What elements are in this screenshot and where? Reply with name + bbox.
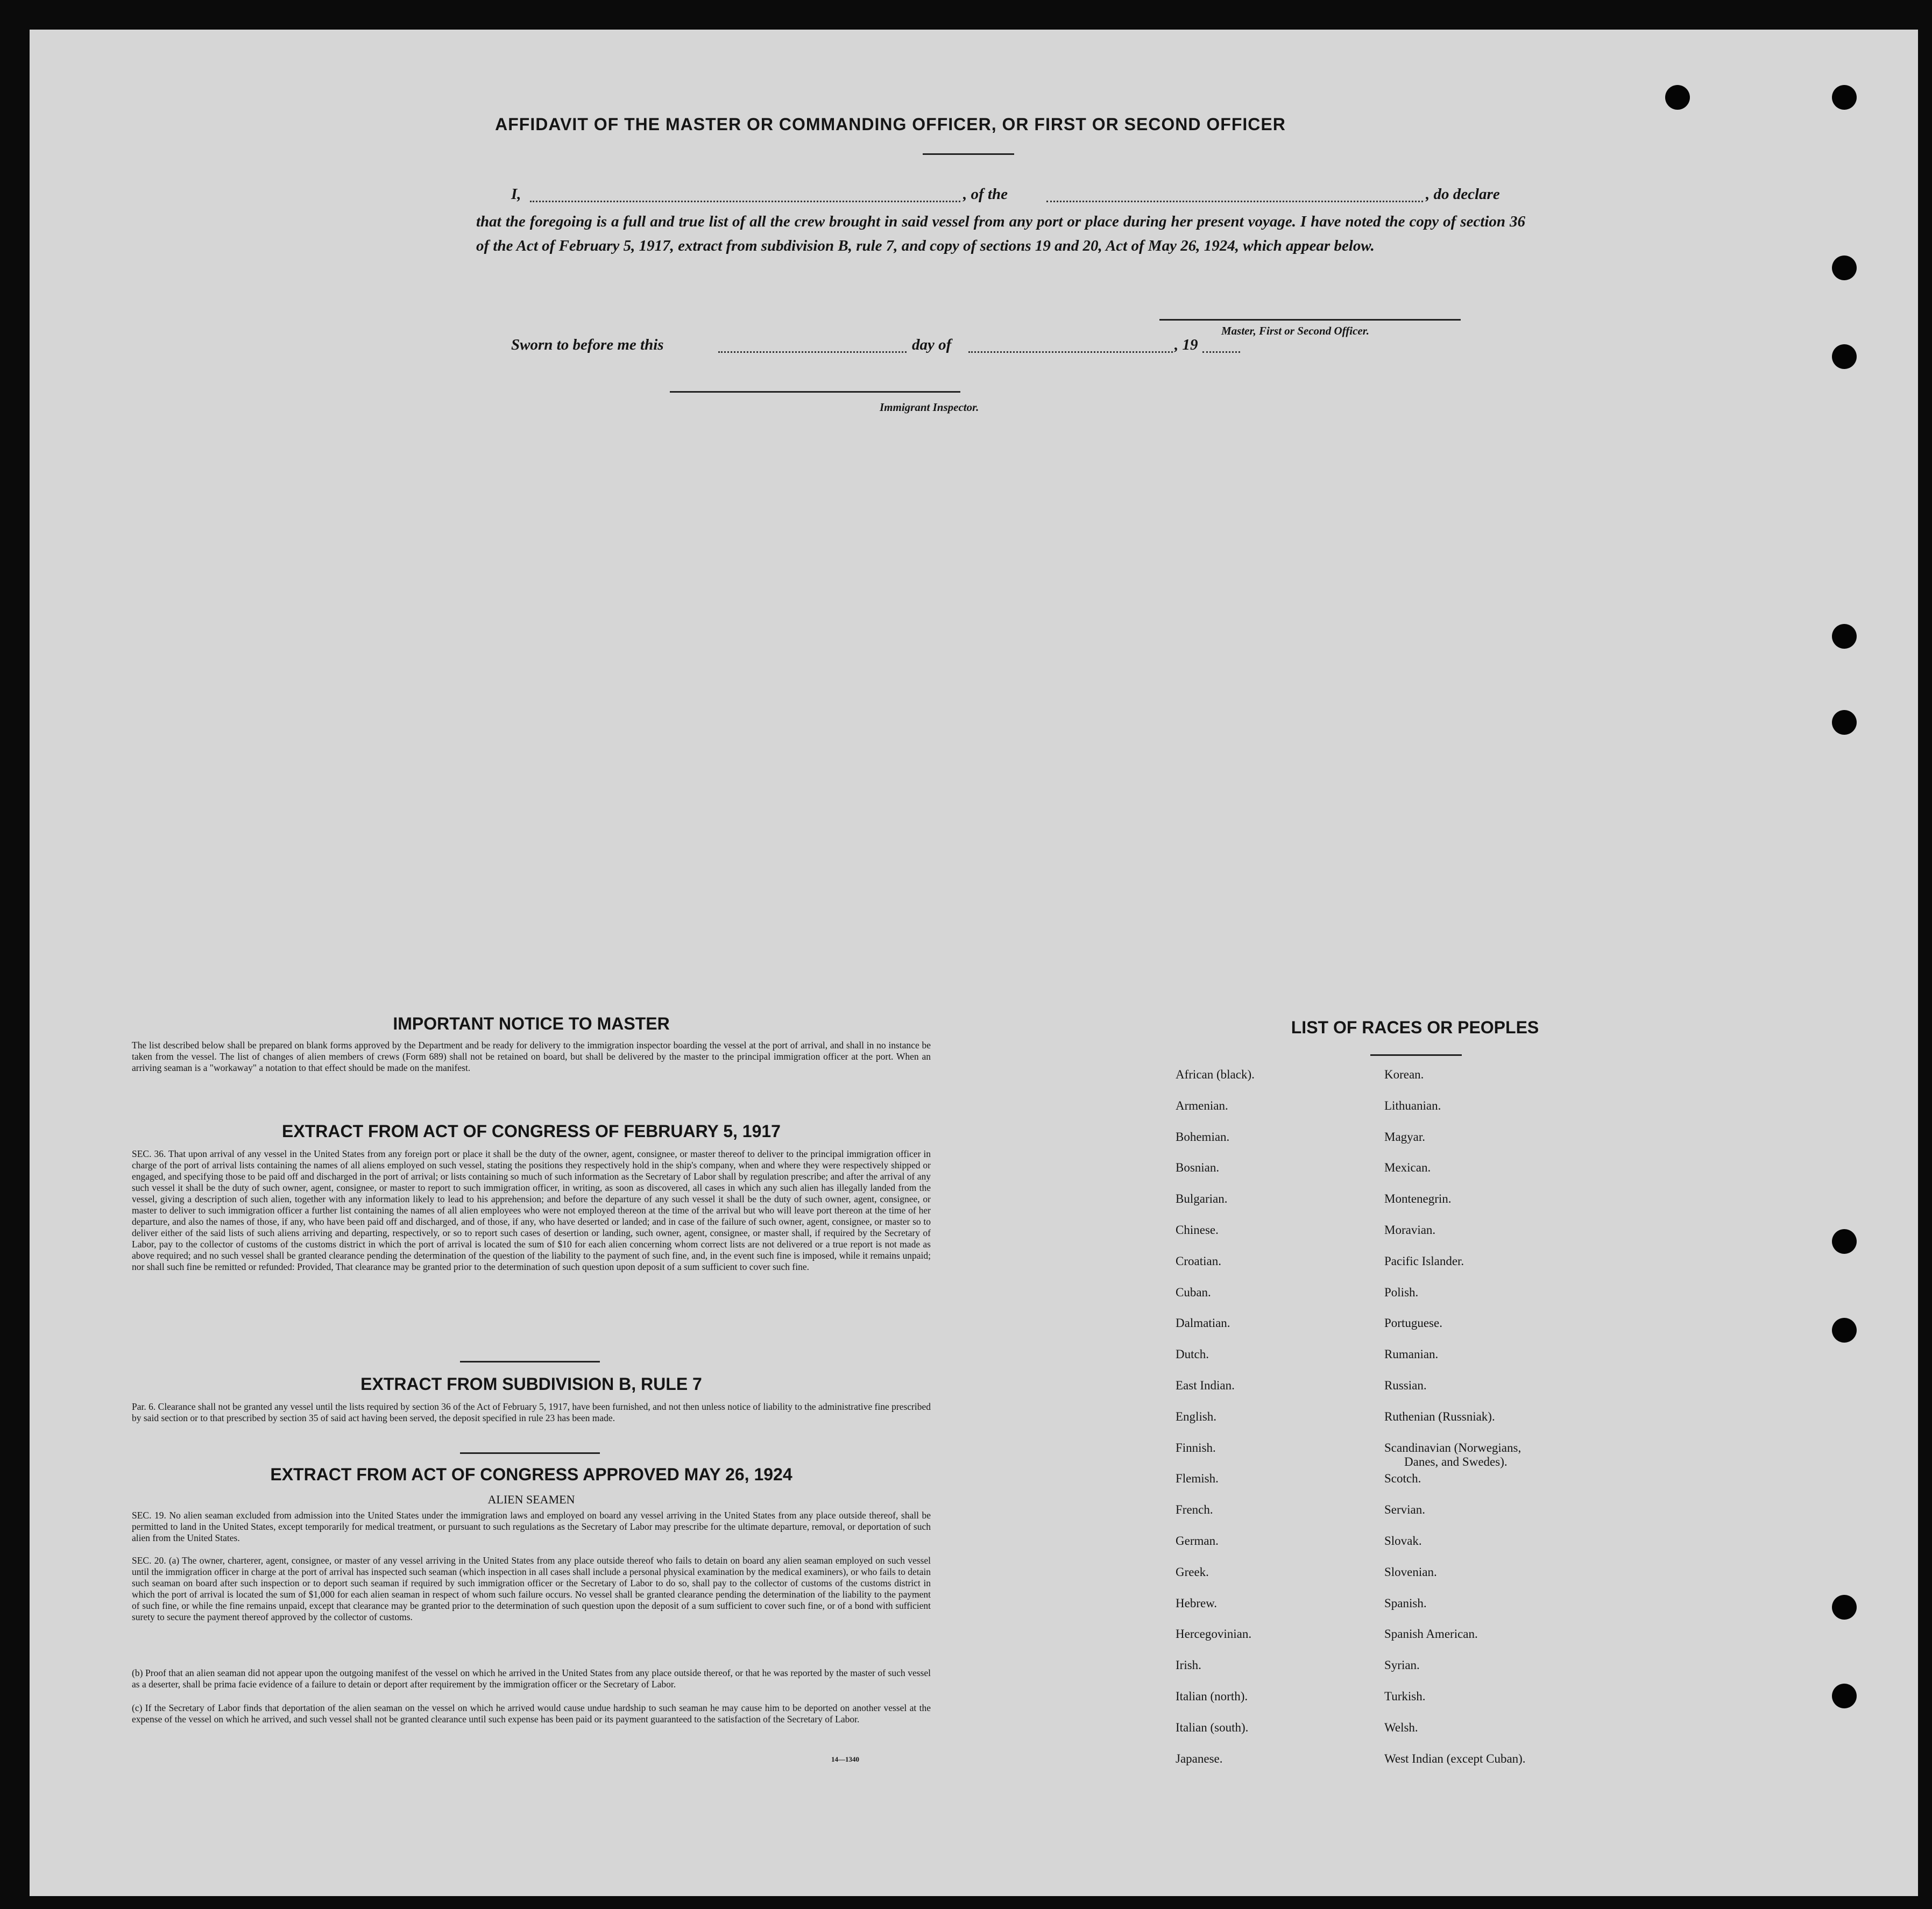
sec-20c-text: (c) If the Secretary of Labor finds that deportation of the alien seaman on the vessel on which he arrived would cause undue hardship to such seaman he may cause him to be deported on another vessel at the expense of the vessel on which he arrived, and such vessel shall not be granted clearance until such expense has been paid or its payment guaranteed to the satisfaction of the Secretary of Labor. bbox=[132, 1702, 931, 1725]
race-item: Mexican. bbox=[1384, 1161, 1431, 1175]
race-item: Welsh. bbox=[1384, 1720, 1418, 1734]
notice-text: The list described below shall be prepared on blank forms approved by the Department and be ready for delivery to the immigration inspector boarding the vessel at the port of arrival, and shall in no instance be taken from the vessel. The list of changes of alien members of crews (Form 689) shall not be retained on board, but shall be delivered by the master to the principal immigration officer at the port. When an arriving seaman is a "workaway" a notation to that effect should be made on the manifest. bbox=[132, 1040, 931, 1073]
races-title-rule bbox=[1370, 1054, 1462, 1056]
master-signature-line bbox=[1159, 319, 1461, 321]
section-divider-1 bbox=[460, 1361, 600, 1362]
race-item: Bosnian. bbox=[1176, 1161, 1220, 1175]
race-item: Spanish. bbox=[1384, 1596, 1427, 1610]
race-item: Bulgarian. bbox=[1176, 1192, 1228, 1206]
document-page bbox=[30, 30, 1918, 1896]
race-item: Flemish. bbox=[1176, 1472, 1219, 1486]
race-item: Hebrew. bbox=[1176, 1596, 1218, 1610]
affidavit-i-label: I, bbox=[511, 186, 521, 203]
binder-hole-2 bbox=[1832, 85, 1857, 110]
binder-hole-9 bbox=[1832, 1595, 1857, 1620]
race-item: Finnish. bbox=[1176, 1440, 1216, 1454]
binder-hole-10 bbox=[1832, 1684, 1857, 1708]
race-item: Pacific Islander. bbox=[1384, 1254, 1464, 1268]
race-item: Irish. bbox=[1176, 1658, 1201, 1672]
name-field-dots bbox=[530, 201, 960, 202]
race-item: Servian. bbox=[1384, 1503, 1426, 1517]
race-item: Hercegovinian. bbox=[1176, 1627, 1252, 1641]
inspector-signature-label: Immigrant Inspector. bbox=[880, 401, 979, 414]
race-item: Lithuanian. bbox=[1384, 1098, 1441, 1112]
sworn-date-dots bbox=[718, 351, 907, 353]
race-item: Syrian. bbox=[1384, 1658, 1420, 1672]
extract-rule7-text: Par. 6. Clearance shall not be granted any vessel until the lists required by section 36 of the Act of February 5, 1917, have been furnished, and not then unless notice of liability to the administrative fine prescribed by said section or to that prescribed by section 35 of said act having been served, the deposit specified in rule 23 has been made. bbox=[132, 1401, 931, 1423]
race-item: Slovak. bbox=[1384, 1534, 1422, 1548]
race-item: Turkish. bbox=[1384, 1690, 1426, 1703]
sec-20b-text: (b) Proof that an alien seaman did not appear upon the outgoing manifest of the vessel on which he arrived in the United States from any place outside thereof, or that he was reported by the master of such vessel as a deserter, shall be prima facie evidence of a failure to detain or deport after requirement by the immigration officer or the Secretary of Labor. bbox=[132, 1667, 931, 1690]
extract-1924-title: EXTRACT FROM ACT OF CONGRESS APPROVED MAY 26, 1924 bbox=[270, 1465, 792, 1484]
race-item: West Indian (except Cuban). bbox=[1384, 1751, 1526, 1765]
race-item: Magyar. bbox=[1384, 1130, 1426, 1144]
race-item: Scotch. bbox=[1384, 1472, 1421, 1486]
inspector-signature-line bbox=[670, 391, 960, 393]
notice-title: IMPORTANT NOTICE TO MASTER bbox=[393, 1014, 670, 1033]
race-item: Polish. bbox=[1384, 1285, 1419, 1299]
binder-hole-4 bbox=[1832, 344, 1857, 369]
race-item: Spanish American. bbox=[1384, 1627, 1478, 1641]
race-item: Montenegrin. bbox=[1384, 1192, 1452, 1206]
race-item: Scandinavian (Norwegians, bbox=[1384, 1440, 1521, 1454]
year-label: , 19 bbox=[1174, 336, 1198, 353]
binder-hole-6 bbox=[1832, 710, 1857, 735]
binder-hole-5 bbox=[1832, 624, 1857, 649]
race-item: Italian (north). bbox=[1176, 1690, 1248, 1703]
extract-rule7-title: EXTRACT FROM SUBDIVISION B, RULE 7 bbox=[360, 1374, 702, 1394]
extract-1917-title: EXTRACT FROM ACT OF CONGRESS OF FEBRUARY 5, 1917 bbox=[282, 1122, 781, 1141]
sec-19-text: SEC. 19. No alien seaman excluded from admission into the United States under the immigration laws and employed on board any vessel arriving in the United States from any place outside thereof, shall be permitted to land in the United States, except temporarily for medical treatment, or pursuant to such regulations as the Secretary of Labor may prescribe for the ultimate departure, removal, or deportation of such alien from the United States. bbox=[132, 1510, 931, 1543]
race-item: Greek. bbox=[1176, 1565, 1209, 1579]
race-item: Italian (south). bbox=[1176, 1720, 1249, 1734]
race-item: African (black). bbox=[1176, 1068, 1255, 1081]
race-item: Dalmatian. bbox=[1176, 1316, 1230, 1330]
race-item: Slovenian. bbox=[1384, 1565, 1437, 1579]
race-item: Cuban. bbox=[1176, 1285, 1211, 1299]
race-item: Armenian. bbox=[1176, 1098, 1228, 1112]
binder-hole-1 bbox=[1665, 85, 1690, 110]
race-item: French. bbox=[1176, 1503, 1213, 1517]
races-title: LIST OF RACES OR PEOPLES bbox=[1291, 1018, 1539, 1037]
affidavit-line-i bbox=[511, 186, 521, 203]
race-item: Russian. bbox=[1384, 1379, 1427, 1392]
race-item: Bohemian. bbox=[1176, 1130, 1230, 1144]
race-item: Japanese. bbox=[1176, 1751, 1223, 1765]
day-of-label: day of bbox=[912, 336, 952, 353]
affidavit-do-declare: , do declare bbox=[1426, 186, 1500, 203]
binder-hole-7 bbox=[1832, 1229, 1857, 1254]
form-number: 14—1340 bbox=[831, 1755, 859, 1763]
race-item: Korean. bbox=[1384, 1068, 1424, 1081]
month-field-dots bbox=[968, 351, 1173, 353]
binder-hole-3 bbox=[1832, 256, 1857, 280]
sec-20a-text: SEC. 20. (a) The owner, charterer, agent, consignee, or master of any vessel arriving in the United States from any place outside thereof who fails to detain on board any alien seaman employed on such vessel until the immigration officer in charge at the port of arrival has inspected such seaman (which inspection in all cases shall include a personal physical examination by the medical examiners), or who fails to detain such seaman on board after such inspection or to deport such seaman if required by such immigration officer or the Secretary of Labor to do so, shall pay to the collector of customs of the customs district in which the port of arrival is located the sum of $1,000 for each alien seaman in respect of whom such failure occurs. No vessel shall be granted clearance pending the determination of the liability to the payment of such fine, or while the fine remains unpaid, except that clearance may be granted prior to the determination of such question upon the deposit of a sum sufficient to cover such fine, or of a bond with sufficient surety to secure the payment thereof approved by the collector of customs. bbox=[132, 1555, 931, 1622]
race-item: English. bbox=[1176, 1409, 1217, 1423]
affidavit-of-the: , of the bbox=[963, 186, 1008, 203]
race-item: Chinese. bbox=[1176, 1223, 1219, 1237]
race-item: German. bbox=[1176, 1534, 1219, 1548]
sworn-label: Sworn to before me this bbox=[511, 336, 664, 353]
race-item: Ruthenian (Russniak). bbox=[1384, 1409, 1495, 1423]
race-item: Dutch. bbox=[1176, 1347, 1209, 1361]
binder-hole-8 bbox=[1832, 1318, 1857, 1343]
section-divider-2 bbox=[460, 1452, 600, 1454]
year-field-dots bbox=[1202, 351, 1240, 353]
race-item: Danes, and Swedes). bbox=[1404, 1454, 1508, 1468]
affidavit-title-rule bbox=[923, 153, 1014, 155]
master-signature-label: Master, First or Second Officer. bbox=[1221, 324, 1369, 337]
extract-1917-text: SEC. 36. That upon arrival of any vessel in the United States from any foreign port or place it shall be the duty of the owner, agent, consignee, or master thereof to deliver to the principal immigration officer in charge of the port of arrival lists containing the names of all aliens employed on such vessel, stating the positions they respectively hold in the ship's company, when and where they were respectively shipped or engaged, and specifying those to be paid off and discharged in the port of arrival; or lists containing so much of such information as the Secretary of Labor shall by regulation prescribe; and after the arrival of any such vessel it shall be the duty of such owner, agent, consignee, or master to report to such immigration officer, in writing, as soon as discovered, all cases in which any such alien has illegally landed from the vessel, giving a description of such alien, together with any information likely to lead to his apprehension; and before the departure of any such vessel it shall be the duty of such owner, agent, consignee, or master to deliver to such immigration officer a further list containing the names of all alien employees who were not employed thereon at the time of the arrival but who will leave port thereon at the time of her departure, and also the names of those, if any, who have been paid off and discharged, and of those, if any, who have deserted or landed; and in case of the failure of such owner, agent, consignee, or master so to deliver either of the said lists of such aliens arriving and departing, respectively, or so to report such cases of desertion or landing, such owner, agent, consignee, or master shall, if required by the Secretary of Labor, pay to the collector of customs of the customs district in which the port of arrival is located the sum of $10 for each alien concerning whom correct lists are not delivered or a true report is not made as above required; and no such vessel shall be granted clearance pending the determination of the question of the liability to the payment of such fine, and, in the event such fine is imposed, while it remains unpaid; nor shall such fine be remitted or refunded: Provided, That clearance may be granted prior to the determination of such question upon deposit of a sum sufficient to cover such fine. bbox=[132, 1148, 931, 1272]
race-item: Croatian. bbox=[1176, 1254, 1221, 1268]
alien-seamen-subtitle: ALIEN SEAMEN bbox=[487, 1493, 575, 1506]
race-item: Moravian. bbox=[1384, 1223, 1436, 1237]
race-item: East Indian. bbox=[1176, 1379, 1235, 1392]
affidavit-title: AFFIDAVIT OF THE MASTER OR COMMANDING OFFICER, OR FIRST OR SECOND OFFICER bbox=[495, 115, 1286, 134]
race-item: Rumanian. bbox=[1384, 1347, 1439, 1361]
affidavit-body: that the foregoing is a full and true list of all the crew brought in said vessel from any port or place during her present voyage. I have noted the copy of section 36 of the Act of February 5, 1917, extract from subdivision B, rule 7, and copy of sections 19 and 20, Act of May 26, 1924, which appear below. bbox=[476, 213, 1525, 254]
vessel-field-dots bbox=[1046, 201, 1423, 202]
race-item: Portuguese. bbox=[1384, 1316, 1442, 1330]
